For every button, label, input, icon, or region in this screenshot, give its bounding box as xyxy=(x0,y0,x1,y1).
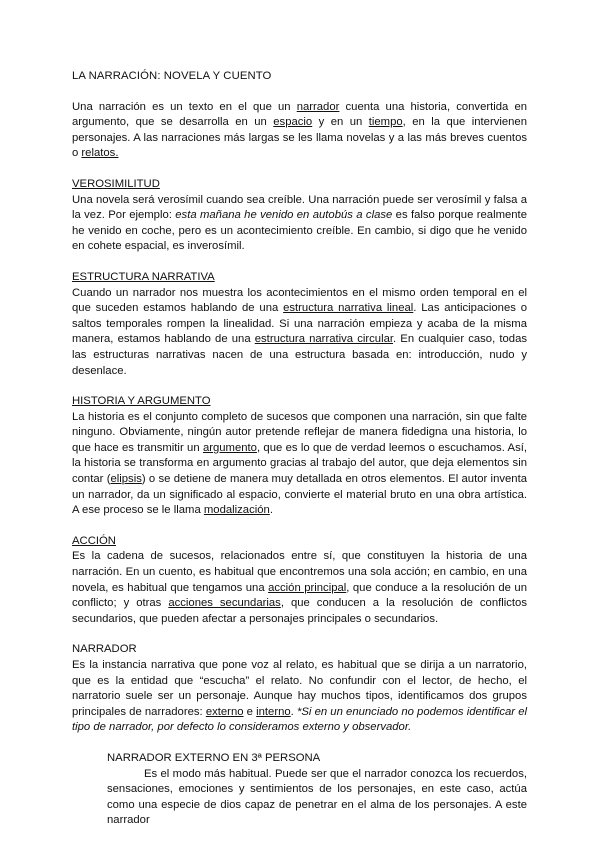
intro-section xyxy=(72,100,527,162)
narrador-text-2: e xyxy=(243,705,257,718)
externo3-section xyxy=(72,751,527,829)
estructura-text-1: Cuando un narrador nos muestra los acontecimientos en el mismo orden temporal en el que suceden estamos hablando de una xyxy=(72,286,527,315)
intro-text-4: , en la que intervienen personajes. A las narraciones más largas se les llama novelas y a las más breves cuentos o xyxy=(72,116,527,160)
accion-text-3: , que conducen a la resolución de conflictos secundarios, que pueden afectar a personajes principales o secundarios. xyxy=(72,597,527,625)
historia-paragraph xyxy=(72,410,527,519)
historia-text-4: . xyxy=(269,504,273,517)
verosimilitud-section xyxy=(72,177,527,255)
heading-historia: HISTORIA Y ARGUMENTO xyxy=(72,395,211,408)
term-acciones-secundarias: acciones secundarias xyxy=(168,597,281,610)
term-accion-principal: acción principal xyxy=(268,581,347,594)
narrador-paragraph xyxy=(72,658,527,736)
intro-text-1: Una narración es un texto en el que un xyxy=(72,100,297,113)
estructura-text-3: . En cualquier caso, todas las estructuras narrativas nacen de una estructura basada en: introducción, nudo y desenlace. xyxy=(72,333,527,377)
term-espacio: espacio xyxy=(273,116,313,129)
term-relatos: relatos. xyxy=(81,147,119,160)
term-interno: interno xyxy=(256,705,291,718)
heading-narrador: NARRADOR xyxy=(72,643,137,656)
verosimilitud-example: esta mañana he venido en autobús a clase xyxy=(175,209,393,222)
estructura-section xyxy=(72,270,527,379)
historia-text-2: , que es lo que de verdad leemos o escuchamos. Así, la historia se transforma en argumento gracias al trabajo del autor, que deja elementos sin contar ( xyxy=(72,441,527,486)
accion-section xyxy=(72,534,527,628)
accion-text-2: , que conduce a la resolución de un conflicto; y otras xyxy=(72,581,527,610)
term-externo: externo xyxy=(205,705,244,718)
term-modalizacion: modalización xyxy=(203,504,270,517)
verosimilitud-text-1: Una novela será verosímil cuando sea creíble. Una narración puede ser verosímil y falsa a la vez. Por ejemplo: xyxy=(72,193,527,222)
term-narrador: narrador xyxy=(296,100,340,113)
historia-text-1: La historia es el conjunto completo de sucesos que componen una narración, sin que falte ninguno. Obviamente, ningún autor pretende reflejar de manera fidedigna una historia, lo que hace es transmitir un xyxy=(72,410,527,454)
intro-paragraph xyxy=(72,100,527,162)
verosimilitud-text-2: es falso porque realmente he venido en coche, pero es un acontecimiento creíble. En cambio, si digo que he venido en cohete espacial, es inverosímil. xyxy=(72,209,527,253)
historia-text-3: ) o se detiene de manera muy detallada en otros elementos. El autor inventa un narrador, da un significado al espacio, convierte el material bruto en una obra artística. A ese proceso se le llama xyxy=(72,473,527,517)
term-estructura-lineal: estructura narrativa lineal xyxy=(283,302,414,315)
intro-text-2: cuenta una historia, convertida en argumento, que se desarrolla en un xyxy=(72,100,528,129)
intro-text-3: y en un xyxy=(312,116,369,129)
document-title: LA NARRACIÓN: NOVELA Y CUENTO xyxy=(72,70,272,82)
term-estructura-circular: estructura narrativa circular xyxy=(254,333,393,346)
heading-accion: ACCIÓN xyxy=(72,534,116,547)
accion-text-1: Es la cadena de sucesos, relacionados entre sí, que constituyen la historia de una narración. En un cuento, es habitual que encontremos una sola acción; en cambio, en una novela, es habitual que tengamos una xyxy=(72,550,527,594)
accion-paragraph xyxy=(72,549,527,627)
heading-externo3: NARRADOR EXTERNO EN 3ª PERSONA xyxy=(107,751,321,764)
term-elipsis: elipsis xyxy=(110,473,142,486)
externo3-paragraph: Es el modo más habitual. Puede ser que el narrador conozca los recuerdos, sensaciones, emociones y sentimientos de los personajes, en este caso, actúa como una especie de dios capaz de penetrar en el alma de los personajes. A este narrador xyxy=(107,767,527,827)
estructura-paragraph xyxy=(72,286,527,380)
narrador-section xyxy=(72,642,527,736)
term-tiempo: tiempo xyxy=(368,116,403,129)
historia-section xyxy=(72,394,527,519)
estructura-text-2: . Las anticipaciones o saltos temporales rompen la linealidad. Si una narración empieza y acaba de la misma manera, estamos hablando de una xyxy=(72,302,527,346)
narrador-text-3: . xyxy=(290,705,297,718)
term-argumento: argumento xyxy=(202,441,257,454)
narrador-note: *Si en un enunciado no podemos identificar el tipo de narrador, por defecto lo consideramos externo y observador. xyxy=(72,705,527,734)
verosimilitud-paragraph xyxy=(72,193,527,255)
narrador-text-1: Es la instancia narrativa que pone voz al relato, es habitual que se dirija a un narratorio, que es la entidad que “escucha” el relato. No confundir con el lector, de hecho, el narratorio suele ser un personaje. Aunque hay muchos tipos, identificamos dos grupos principales de narradores: xyxy=(72,659,527,718)
heading-estructura: ESTRUCTURA NARRATIVA xyxy=(72,270,215,283)
heading-verosimilitud: VEROSIMILITUD xyxy=(72,177,160,190)
